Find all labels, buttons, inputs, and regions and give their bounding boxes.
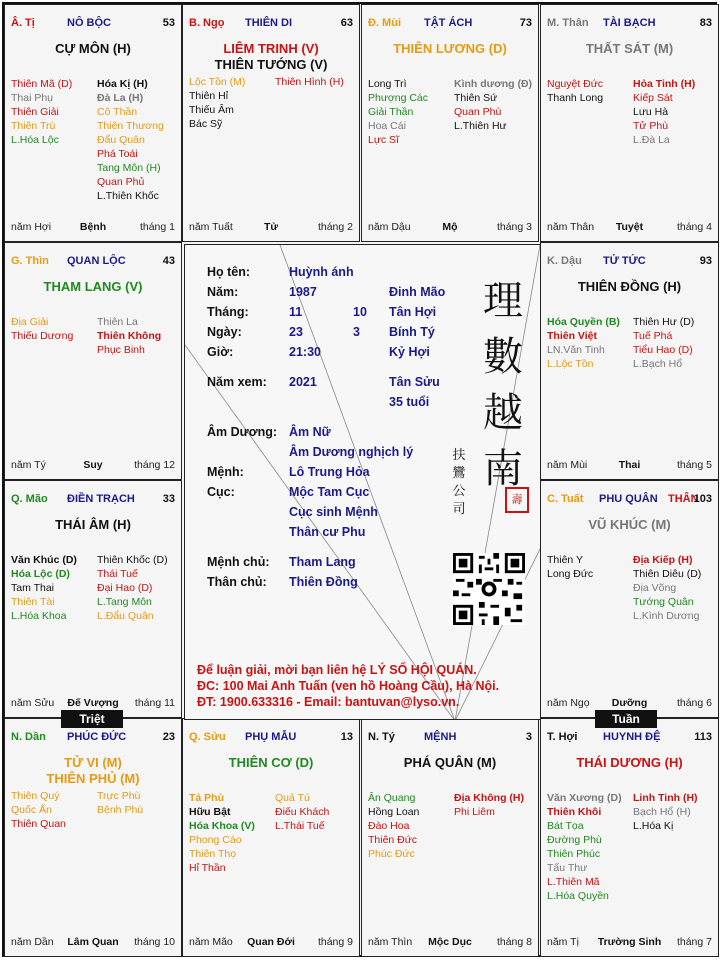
- major-star: THIÊN TƯỚNG (V): [214, 57, 328, 72]
- life-stage: Thai: [618, 459, 641, 471]
- minor-star: Tam Thai: [11, 582, 54, 594]
- minor-star: Hữu Bật: [189, 806, 231, 818]
- minor-star: Đẩu Quân: [97, 134, 145, 146]
- minor-star: Địa Võng: [633, 582, 677, 594]
- minor-star: Thiên Hỉ: [189, 90, 229, 102]
- major-star: CỰ MÔN (H): [55, 41, 131, 56]
- minor-star: L.Thái Tuế: [275, 820, 325, 832]
- minor-star: Thiếu Dương: [11, 330, 74, 342]
- month-label: tháng 9: [317, 936, 353, 948]
- amduong-label: Âm Dương:: [207, 425, 278, 439]
- minor-stars-left: [547, 791, 622, 903]
- minor-stars-left: [11, 789, 66, 831]
- palace-name: TỬ TỨC: [603, 255, 646, 267]
- minor-stars-right: [97, 789, 143, 817]
- minor-stars-right: [97, 315, 161, 357]
- month-lunar: 10: [353, 305, 367, 319]
- palace-name: TÀI BẠCH: [603, 17, 656, 29]
- month-label: tháng 10: [134, 936, 175, 948]
- life-stage: Dưỡng: [611, 697, 648, 709]
- major-period-number: 73: [519, 17, 532, 29]
- minor-stars-right: [275, 75, 344, 89]
- life-stage: Quan Đới: [247, 936, 295, 948]
- minor-star: Thiên Khôi: [547, 806, 602, 818]
- minor-star: Lộc Tồn (M): [189, 76, 246, 88]
- minor-star: Thiên Khốc (D): [97, 554, 168, 566]
- palace-branch: M. Thân: [547, 17, 589, 29]
- major-star: THIÊN PHỦ (M): [46, 771, 140, 786]
- minor-stars-left: [547, 315, 620, 371]
- minor-stars-left: [368, 77, 428, 147]
- minor-star: Trực Phù: [97, 790, 141, 802]
- major-star: THIÊN CƠ (D): [228, 755, 314, 770]
- minor-star: Hồng Loan: [368, 806, 420, 818]
- minor-star: Phi Liêm: [454, 806, 495, 818]
- minor-star: Đại Hao (D): [97, 582, 153, 594]
- amduong-note: Âm Dương nghịch lý: [289, 445, 414, 459]
- minor-star: Thiên Quan: [11, 818, 66, 830]
- minor-star: Phượng Các: [368, 92, 429, 104]
- minor-star: Phá Toái: [97, 148, 138, 160]
- major-period-number: 63: [340, 17, 353, 29]
- minor-star: LN.Văn Tinh: [547, 344, 605, 356]
- life-stage: Đế Vượng: [67, 697, 119, 709]
- minor-star: Văn Khúc (D): [11, 554, 77, 566]
- minor-star: Thiên Quý: [11, 790, 60, 802]
- palace-name: ĐIỀN TRẠCH: [67, 493, 135, 505]
- minor-star: Địa Giải: [11, 316, 49, 328]
- year-label: năm Sửu: [11, 697, 55, 709]
- minor-star: Phong Cáo: [189, 834, 242, 846]
- life-stage: Mộ: [442, 221, 458, 233]
- month-label: tháng 5: [676, 459, 712, 471]
- minor-star: L.Hóa Quyền: [547, 890, 609, 902]
- name-value: Huỳnh ánh: [289, 265, 354, 279]
- year-label: năm Thân: [547, 221, 595, 233]
- minor-star: Thiên Thọ: [189, 848, 237, 860]
- contact-line-1: Để luận giải, mời bạn liên hệ LÝ SỐ HỘI QUÁN.: [197, 663, 477, 677]
- name-label: Họ tên:: [207, 265, 251, 279]
- hour-value: 21:30: [289, 345, 321, 359]
- menh-chu-value: Tham Lang: [289, 555, 356, 569]
- minor-star: Thiên Mã (D): [11, 78, 73, 90]
- month-label: tháng 7: [676, 936, 712, 948]
- palace-mui: [361, 4, 539, 242]
- palace-name: MỆNH: [424, 731, 457, 743]
- palace-branch: K. Dậu: [547, 255, 582, 267]
- palace-ngo: [182, 4, 360, 242]
- minor-star: L.Thiên Mã: [547, 876, 600, 888]
- major-star: THÁI ÂM (H): [55, 517, 131, 532]
- minor-star: Đào Hoa: [368, 820, 410, 832]
- minor-star: Tử Phù: [633, 120, 669, 132]
- year-label: Năm:: [207, 285, 239, 299]
- major-stars: [541, 279, 718, 295]
- major-period-number: 23: [162, 731, 175, 743]
- life-stage: Suy: [83, 459, 103, 471]
- minor-star: Bệnh Phù: [97, 804, 144, 816]
- minor-star: Thiên Y: [547, 554, 583, 566]
- major-period-number: 83: [699, 17, 712, 29]
- month-label: tháng 4: [676, 221, 712, 233]
- palace-name: PHỤ MẪU: [245, 731, 297, 743]
- major-stars: [541, 755, 718, 771]
- contact-address: ĐC: 100 Mai Anh Tuấn (ven hồ Hoàng Cầu), Hà Nội.: [197, 679, 500, 693]
- minor-star: Long Đức: [547, 568, 594, 580]
- minor-star: Lưu Hà: [633, 106, 669, 118]
- minor-star: L.Tang Môn: [97, 596, 152, 608]
- minor-stars-left: [547, 77, 603, 105]
- minor-star: L.Thiên Khốc: [97, 190, 159, 202]
- minor-star: Kiếp Sát: [633, 92, 673, 104]
- year-label: năm Mùi: [547, 459, 588, 471]
- minor-star: Thai Phụ: [11, 92, 54, 104]
- palace-branch: N. Dần: [11, 731, 46, 743]
- major-period-number: 43: [162, 255, 175, 267]
- palace-than: [540, 4, 719, 242]
- minor-stars-right: [97, 77, 164, 203]
- minor-star: L.Lộc Tồn: [547, 358, 594, 370]
- calligraphy-title: 理數越南: [483, 278, 523, 492]
- major-period-number: 3: [525, 731, 532, 743]
- minor-star: Địa Không (H): [454, 792, 524, 804]
- minor-star: Ân Quang: [368, 792, 416, 804]
- minor-star: Thanh Long: [547, 92, 604, 104]
- major-star: LIÊM TRINH (V): [223, 41, 319, 56]
- month-label: tháng 8: [496, 936, 532, 948]
- palace-branch: G. Thìn: [11, 255, 49, 267]
- month-can: Tân Hợi: [389, 305, 437, 319]
- palace-name: HUYNH ĐỆ: [603, 731, 661, 743]
- life-stage: Tuyệt: [615, 221, 644, 233]
- major-period-number: 103: [693, 493, 712, 505]
- year-label: năm Tuất: [189, 221, 233, 233]
- minor-stars-left: [368, 791, 419, 861]
- palace-name: TẬT ÁCH: [424, 17, 473, 29]
- major-star: THIÊN LƯƠNG (D): [393, 41, 507, 56]
- minor-star: Nguyệt Đức: [547, 78, 604, 90]
- minor-stars-left: [11, 553, 77, 623]
- major-period-number: 53: [162, 17, 175, 29]
- year-label: năm Dần: [11, 936, 54, 948]
- major-period-number: 93: [699, 255, 712, 267]
- month-label: tháng 1: [139, 221, 175, 233]
- palace-name: QUAN LỘC: [67, 255, 126, 267]
- palace-dan: [4, 718, 182, 957]
- minor-star: Thiên Giải: [11, 106, 59, 118]
- palace-branch: Â. Tị: [11, 17, 35, 29]
- minor-star: Thiên Diêu (D): [633, 568, 702, 580]
- minor-star: Phúc Đức: [368, 848, 415, 860]
- minor-star: Thiên Sứ: [454, 92, 498, 104]
- palace-suu: [182, 718, 360, 957]
- year-label: năm Mão: [189, 936, 233, 948]
- minor-star: Điếu Khách: [275, 806, 330, 818]
- palace-branch: Q. Mão: [11, 493, 48, 505]
- contact-phone-email[interactable]: ĐT: 1900.633316 - Email: bantuvan@lyso.vn.: [197, 695, 460, 709]
- minor-star: Hoa Cái: [368, 120, 406, 132]
- minor-star: Tang Môn (H): [97, 162, 161, 174]
- minor-star: Thiên Trù: [11, 120, 56, 132]
- major-period-number: 113: [694, 731, 712, 743]
- minor-star: Cô Thần: [97, 106, 138, 118]
- major-stars: [541, 41, 718, 57]
- major-stars: [5, 755, 181, 787]
- minor-star: L.Đà La: [633, 134, 670, 146]
- palace-branch: Q. Sửu: [189, 731, 226, 743]
- minor-star: Thiên Phúc: [547, 848, 601, 860]
- palace-thin: [4, 242, 182, 480]
- menh-value: Lô Trung Hỏa: [289, 465, 370, 479]
- major-period-number: 13: [340, 731, 353, 743]
- major-star: THẤT SÁT (M): [585, 41, 674, 56]
- view-year-can: Tân Sửu: [389, 375, 440, 389]
- minor-star: Thiên La: [97, 316, 138, 328]
- age-value: 35 tuổi: [389, 395, 430, 409]
- life-stage: Tử: [263, 221, 279, 233]
- calligraphy-signature: 扶鸞公司: [452, 448, 466, 517]
- palace-mao: [4, 480, 182, 718]
- palace-name: THIÊN DI: [245, 17, 293, 29]
- major-stars: [362, 41, 538, 57]
- month-label: tháng 11: [134, 697, 175, 709]
- cuc-note: Cục sinh Mệnh: [289, 505, 378, 519]
- year-label: năm Tý: [11, 459, 46, 471]
- major-star: THÁI DƯƠNG (H): [576, 755, 683, 770]
- year-value: 1987: [289, 285, 317, 299]
- minor-star: Bác Sỹ: [189, 118, 223, 130]
- minor-stars-left: [189, 75, 245, 131]
- palace-dau: [540, 242, 719, 480]
- than-marker: THÂN: [668, 493, 699, 505]
- minor-star: Hỉ Thần: [189, 862, 226, 874]
- year-label: năm Dậu: [368, 221, 411, 233]
- major-stars: [5, 41, 181, 57]
- minor-star: L.Bạch Hổ: [633, 358, 683, 370]
- month-label: tháng 12: [134, 459, 175, 471]
- minor-stars-right: [633, 315, 694, 371]
- minor-star: Bạch Hổ (H): [633, 806, 691, 818]
- palace-hoi: [540, 718, 719, 957]
- horoscope-board: [2, 2, 717, 957]
- day-label: Ngày:: [207, 325, 242, 339]
- menh-label: Mệnh:: [207, 465, 244, 479]
- month-label: tháng 3: [496, 221, 532, 233]
- minor-star: L.Hóa Kị: [633, 820, 674, 832]
- tuan-marker: Tuần: [595, 710, 657, 728]
- minor-star: Quả Tú: [275, 792, 310, 804]
- minor-star: Thái Tuế: [97, 568, 138, 580]
- life-stage: Bệnh: [79, 221, 107, 233]
- minor-star: Thiên Hư (D): [633, 316, 695, 328]
- year-can: Đinh Mão: [389, 285, 446, 299]
- minor-star: Tướng Quân: [633, 596, 694, 608]
- minor-star: Quan Phù: [454, 106, 502, 118]
- minor-star: Đường Phù: [547, 834, 602, 846]
- palace-name: PHÚC ĐỨC: [67, 731, 127, 743]
- amduong-value: Âm Nữ: [289, 425, 331, 439]
- major-stars: [183, 755, 359, 771]
- major-star: VŨ KHÚC (M): [588, 517, 671, 532]
- minor-star: Thiên Hình (H): [275, 76, 344, 88]
- triet-marker: Triệt: [61, 710, 123, 728]
- minor-star: Linh Tinh (H): [633, 792, 698, 804]
- minor-star: Hỏa Tinh (H): [633, 78, 696, 90]
- minor-stars-right: [633, 77, 695, 147]
- life-stage: Trường Sinh: [597, 936, 662, 948]
- life-stage: Lâm Quan: [67, 936, 119, 948]
- palace-tuat: [540, 480, 719, 718]
- minor-stars-left: [189, 791, 255, 875]
- day-lunar: 3: [353, 325, 360, 339]
- hour-label: Giờ:: [207, 345, 234, 359]
- minor-star: Phục Binh: [97, 344, 145, 356]
- palace-branch: T. Hợi: [547, 731, 578, 743]
- major-star: PHÁ QUÂN (M): [403, 755, 497, 770]
- view-year-value: 2021: [289, 375, 317, 389]
- month-value: 11: [289, 305, 303, 319]
- minor-star: Tuế Phá: [633, 330, 673, 342]
- minor-star: Hóa Khoa (V): [189, 820, 255, 832]
- red-seal: 壽: [505, 487, 529, 513]
- minor-stars-right: [97, 553, 168, 623]
- palace-ti: [361, 718, 539, 957]
- minor-star: Hóa Quyền (B): [547, 316, 620, 328]
- minor-star: Tả Phù: [189, 792, 225, 804]
- year-label: năm Ngọ: [547, 697, 590, 709]
- major-stars: [5, 279, 181, 295]
- minor-star: Đà La (H): [97, 92, 144, 104]
- minor-star: Thiên Đức: [368, 834, 418, 846]
- center-info-panel: [184, 244, 541, 720]
- minor-star: Tấu Thư: [547, 862, 588, 874]
- major-star: TỬ VI (M): [64, 755, 122, 770]
- minor-star: Quốc Ấn: [11, 804, 52, 816]
- minor-stars-left: [547, 553, 593, 581]
- minor-star: Lực Sĩ: [368, 134, 399, 146]
- minor-stars-right: [275, 791, 329, 833]
- minor-star: Thiên Tài: [11, 596, 55, 608]
- major-stars: [5, 517, 181, 533]
- day-value: 23: [289, 325, 303, 339]
- minor-star: Địa Kiếp (H): [633, 554, 693, 566]
- year-label: năm Hợi: [11, 221, 52, 233]
- minor-star: Tiểu Hao (D): [633, 344, 693, 356]
- major-stars: [541, 517, 718, 533]
- minor-star: Thiên Việt: [547, 330, 597, 342]
- than-cu-note: Thân cư Phu: [289, 525, 366, 539]
- minor-star: Kình dương (Đ): [454, 78, 533, 90]
- minor-star: Hóa Kị (H): [97, 78, 148, 90]
- menh-chu-label: Mệnh chủ:: [207, 555, 270, 569]
- palace-branch: B. Ngọ: [189, 17, 225, 29]
- minor-stars-right: [633, 553, 701, 623]
- minor-stars-left: [11, 315, 73, 343]
- minor-star: L.Thiên Hư: [454, 120, 507, 132]
- major-star: THIÊN ĐỒNG (H): [577, 279, 682, 294]
- minor-stars-right: [454, 791, 524, 819]
- qr-code[interactable]: [453, 553, 525, 625]
- than-chu-label: Thân chủ:: [207, 575, 267, 589]
- minor-star: L.Hóa Lộc: [11, 134, 59, 146]
- minor-star: Giải Thần: [368, 106, 414, 118]
- cuc-value: Mộc Tam Cục: [289, 485, 370, 499]
- palace-branch: N. Tý: [368, 731, 395, 743]
- minor-stars-left: [11, 77, 72, 147]
- major-star: THAM LANG (V): [43, 279, 143, 294]
- palace-branch: Đ. Mùi: [368, 17, 401, 29]
- day-can: Bính Tý: [389, 325, 435, 339]
- minor-star: Quan Phủ: [97, 176, 145, 188]
- minor-star: Hóa Lộc (D): [11, 568, 70, 580]
- major-period-number: 33: [162, 493, 175, 505]
- year-label: năm Tị: [547, 936, 579, 948]
- minor-star: L.Kình Dương: [633, 610, 700, 622]
- minor-star: Thiên Không: [97, 330, 162, 342]
- minor-star: L.Hóa Khoa: [11, 610, 67, 622]
- palace-ty: [4, 4, 182, 242]
- palace-branch: C. Tuất: [547, 493, 584, 505]
- cuc-label: Cục:: [207, 485, 235, 499]
- view-year-label: Năm xem:: [207, 375, 267, 389]
- major-stars: [183, 41, 359, 73]
- minor-stars-right: [633, 791, 698, 833]
- year-label: năm Thìn: [368, 936, 413, 948]
- month-label: tháng 2: [317, 221, 353, 233]
- major-stars: [362, 755, 538, 771]
- minor-star: Long Trì: [368, 78, 407, 90]
- life-stage: Mộc Dục: [428, 936, 472, 948]
- palace-name: PHU QUÂN: [599, 493, 658, 505]
- minor-star: Văn Xương (D): [547, 792, 622, 804]
- minor-stars-right: [454, 77, 532, 133]
- minor-star: Thiếu Âm: [189, 104, 234, 116]
- month-label: tháng 6: [676, 697, 712, 709]
- minor-star: L.Đẩu Quân: [97, 610, 154, 622]
- minor-star: Thiên Thương: [97, 120, 164, 132]
- hour-can: Kỷ Hợi: [389, 345, 430, 359]
- than-chu-value: Thiên Đồng: [289, 575, 358, 589]
- minor-star: Bát Tọa: [547, 820, 584, 832]
- palace-name: NÔ BỘC: [67, 17, 111, 29]
- month-label: Tháng:: [207, 305, 249, 319]
